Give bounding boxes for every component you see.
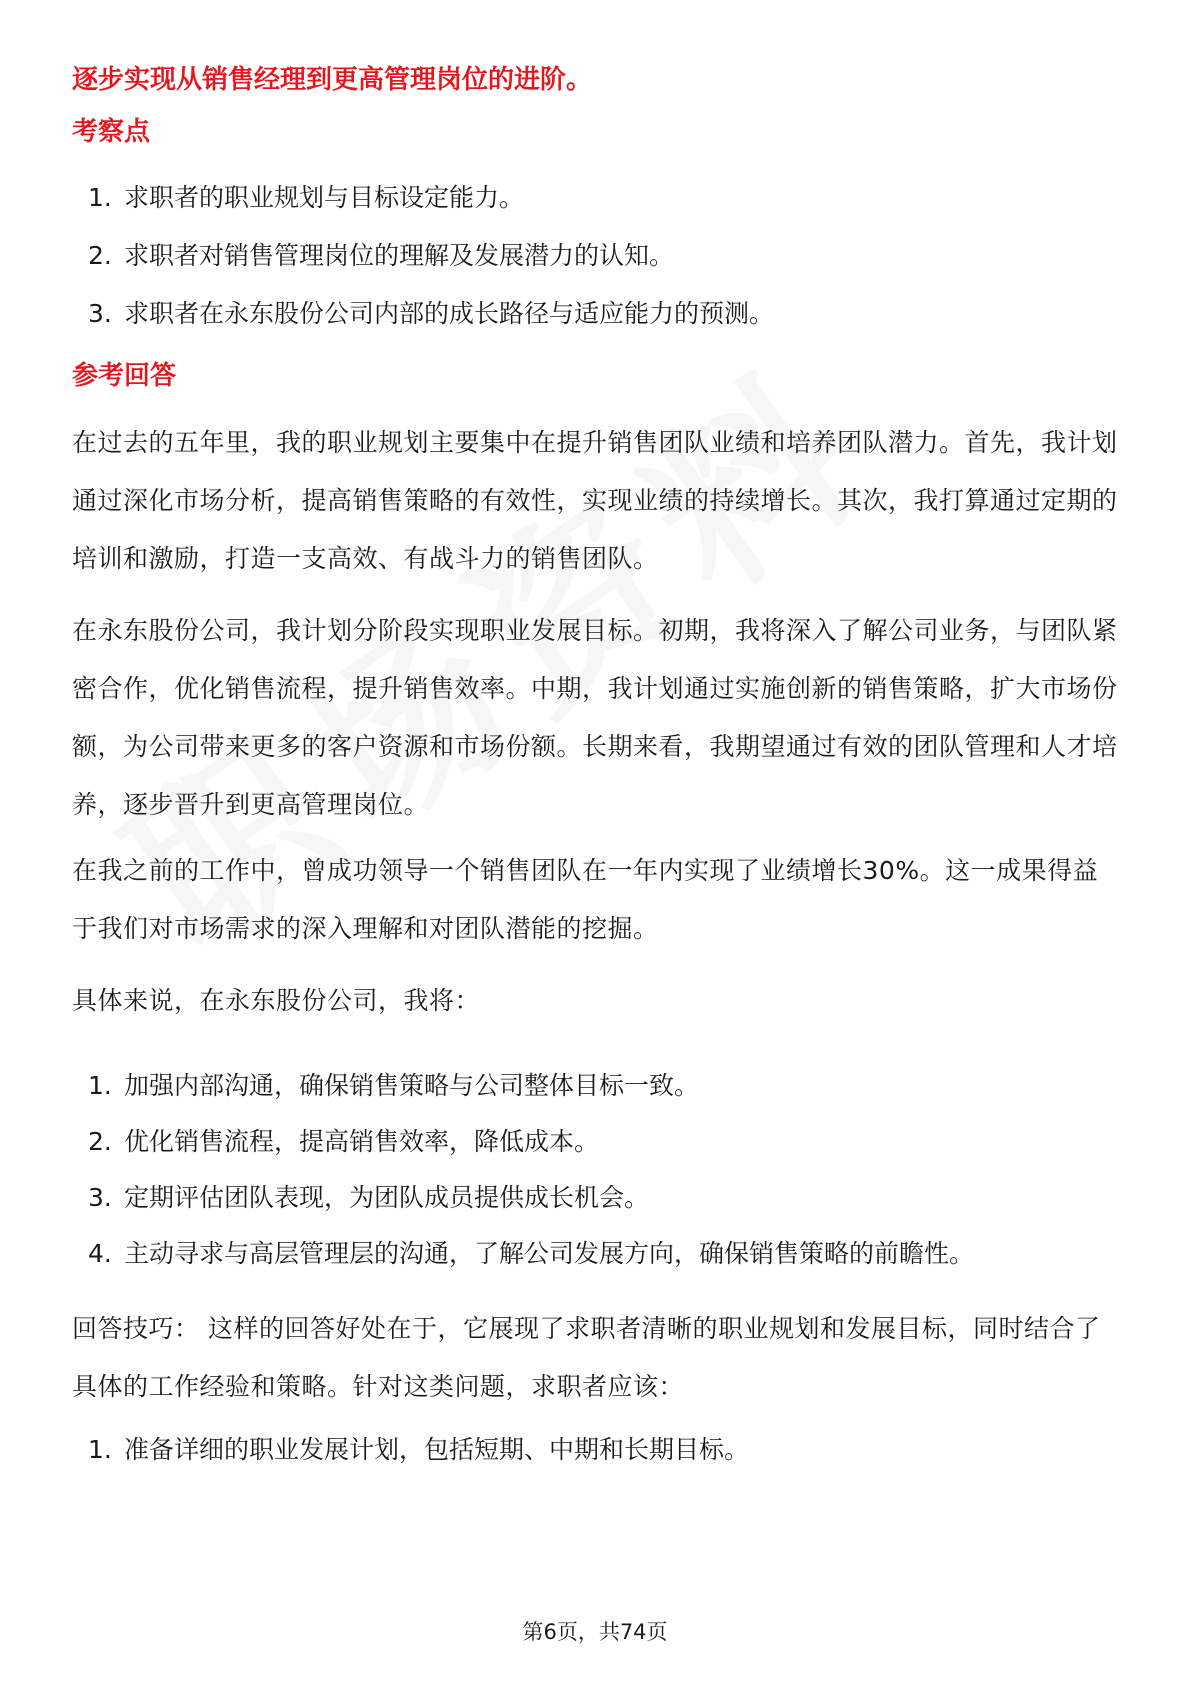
answer-paragraph-3: 在我之前的工作中，曾成功领导一个销售团队在一年内实现了业绩增长30%。这一成果得益于我们对市场需求的深入理解和对团队潜能的挖掘。	[72, 856, 1099, 943]
reference-answer-heading: 参考回答	[72, 361, 177, 391]
answer-paragraph-1: 在过去的五年里，我的职业规划主要集中在提升销售团队业绩和培养团队潜力。首先，我计划通过深化市场分析，提高销售策略的有效性，实现业绩的持续增长。其次，我打算通过定期的培训和激励，打造一支高效、有战斗力的销售团队。	[72, 428, 1118, 573]
list-text: 求职者的职业规划与目标设定能力。	[124, 183, 525, 212]
list-item	[72, 1124, 1124, 1160]
page-footer: 第6页，共74页	[522, 1620, 668, 1644]
list-text: 定期评估团队表现，为团队成员提供成长机会。	[124, 1183, 650, 1212]
list-item	[72, 296, 1124, 332]
list-number: 3.	[88, 299, 112, 328]
list-number: 2.	[88, 241, 112, 270]
list-number: 1.	[88, 1435, 112, 1464]
list-number: 2.	[88, 1127, 112, 1156]
list-number: 3.	[88, 1183, 112, 1212]
exam-points-heading: 考察点	[72, 117, 151, 147]
list-item	[72, 180, 1124, 216]
tips-paragraph: 回答技巧： 这样的回答好处在于，它展现了求职者清晰的职业规划和发展目标，同时结合了具体的工作经验和策略。针对这类问题，求职者应该：	[72, 1314, 1101, 1401]
list-text: 优化销售流程，提高销售效率，降低成本。	[124, 1127, 600, 1156]
list-text: 主动寻求与高层管理层的沟通，了解公司发展方向，确保销售策略的前瞻性。	[124, 1239, 975, 1268]
list-item	[72, 1236, 1124, 1272]
list-number: 4.	[88, 1239, 112, 1268]
list-item	[72, 1068, 1124, 1104]
list-item	[72, 238, 1124, 274]
list-number: 1.	[88, 183, 112, 212]
list-number: 1.	[88, 1071, 112, 1100]
list-text: 求职者在永东股份公司内部的成长路径与适应能力的预测。	[124, 299, 775, 328]
list-text: 求职者对销售管理岗位的理解及发展潜力的认知。	[124, 241, 675, 270]
answer-paragraph-2: 在永东股份公司，我计划分阶段实现职业发展目标。初期，我将深入了解公司业务，与团队紧密合作，优化销售流程，提升销售效率。中期，我计划通过实施创新的销售策略，扩大市场份额，为公司带来更多的客户资源和市场份额。长期来看，我期望通过有效的团队管理和人才培养，逐步晋升到更高管理岗位。	[72, 616, 1118, 819]
intro-line: 逐步实现从销售经理到更高管理岗位的进阶。	[72, 65, 593, 95]
list-item	[72, 1180, 1124, 1216]
list-text: 准备详细的职业发展计划，包括短期、中期和长期目标。	[124, 1435, 750, 1464]
list-item	[72, 1432, 1124, 1468]
answer-paragraph-4: 具体来说，在永东股份公司，我将：	[72, 986, 481, 1015]
list-text: 加强内部沟通，确保销售策略与公司整体目标一致。	[124, 1071, 700, 1100]
